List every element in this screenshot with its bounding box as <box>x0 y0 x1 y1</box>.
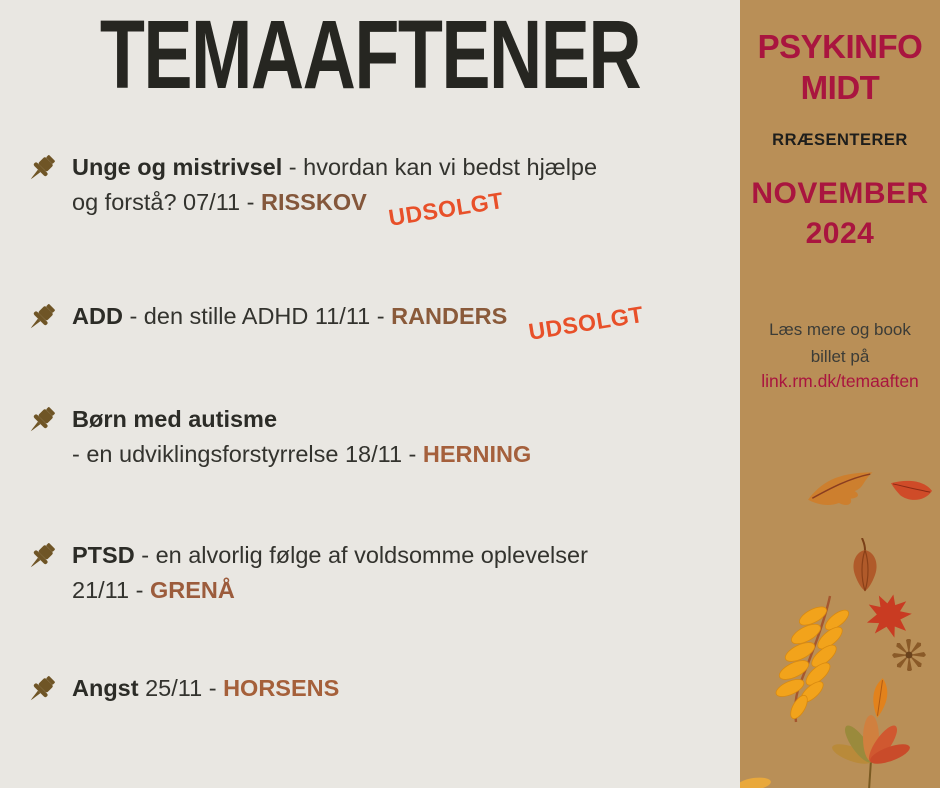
event-text-line1 <box>72 299 732 345</box>
event-title: ADD <box>72 303 123 329</box>
event-item-unge-og-mistrivsel <box>72 150 732 231</box>
pushpin-icon <box>24 300 59 335</box>
event-date: 25/11 - <box>138 675 224 701</box>
event-location: HORSENS <box>223 675 340 701</box>
cta-text <box>740 316 940 370</box>
sidebar <box>740 0 940 788</box>
event-description: - hvordan kan vi bedst hjælpe <box>282 154 598 180</box>
event-text-line2 <box>72 185 732 231</box>
event-text-line2 <box>72 437 732 472</box>
event-title: Unge og mistrivsel <box>72 154 283 180</box>
event-item-angst <box>72 671 732 706</box>
pushpin-icon <box>24 672 59 707</box>
event-date: og forstå? 07/11 - <box>72 189 261 215</box>
event-title: Børn med autisme <box>72 406 278 432</box>
leaf-fragment-icon <box>740 772 776 788</box>
page-title: TEMAAFTENER <box>99 0 641 109</box>
pushpin-icon <box>24 539 59 574</box>
event-text-line2 <box>72 573 732 608</box>
month-line2: 2024 <box>805 217 875 250</box>
brand-title <box>740 26 940 108</box>
small-leaf-icon <box>865 675 895 722</box>
month-line1: NOVEMBER <box>751 177 929 210</box>
event-location: HERNING <box>422 441 532 467</box>
leaf-decorations <box>740 0 940 788</box>
soldout-badge: UDSOLGT <box>527 301 646 345</box>
oak-leaf-icon <box>805 460 875 516</box>
pushpin-icon <box>24 403 59 438</box>
event-text-line1 <box>72 671 732 706</box>
event-location: GRENÅ <box>149 577 235 603</box>
brand-line2: MIDT <box>800 69 880 106</box>
rowan-leaf-icon <box>766 594 860 726</box>
event-text-line1 <box>72 402 732 437</box>
event-text-line1 <box>72 538 732 573</box>
cta-line2: billet på <box>810 347 870 366</box>
red-leaf-icon <box>889 475 936 509</box>
event-description: - den stille ADHD 11/11 - <box>122 303 392 329</box>
event-description: - en udviklingsforstyrrelse 18/11 - <box>72 441 423 467</box>
booking-link: link.rm.dk/temaaften <box>761 371 919 391</box>
event-title: Angst <box>72 675 139 701</box>
star-anise-icon <box>890 639 928 671</box>
month-label <box>740 174 940 254</box>
event-location: RISSKOV <box>261 189 367 215</box>
event-item-ptsd <box>72 538 732 608</box>
maple-leaf-icon <box>860 587 918 642</box>
creeper-leaf-icon <box>824 708 918 788</box>
presents-label: RRÆSENTERER <box>772 131 908 149</box>
event-title: PTSD <box>72 542 135 568</box>
event-item-boern-med-autisme <box>72 402 732 472</box>
pushpin-icon <box>24 151 59 186</box>
cta-line1: Læs mere og book <box>769 320 911 339</box>
physalis-icon <box>850 538 880 594</box>
brand-line1: PSYKINFO <box>757 28 923 65</box>
event-location: RANDERS <box>391 303 508 329</box>
event-description: - en alvorlig følge af voldsomme oplevelser <box>134 542 588 568</box>
event-text-line1 <box>72 150 732 185</box>
event-item-add <box>72 299 732 345</box>
event-date: 21/11 - <box>72 577 150 603</box>
soldout-badge: UDSOLGT <box>386 187 506 231</box>
